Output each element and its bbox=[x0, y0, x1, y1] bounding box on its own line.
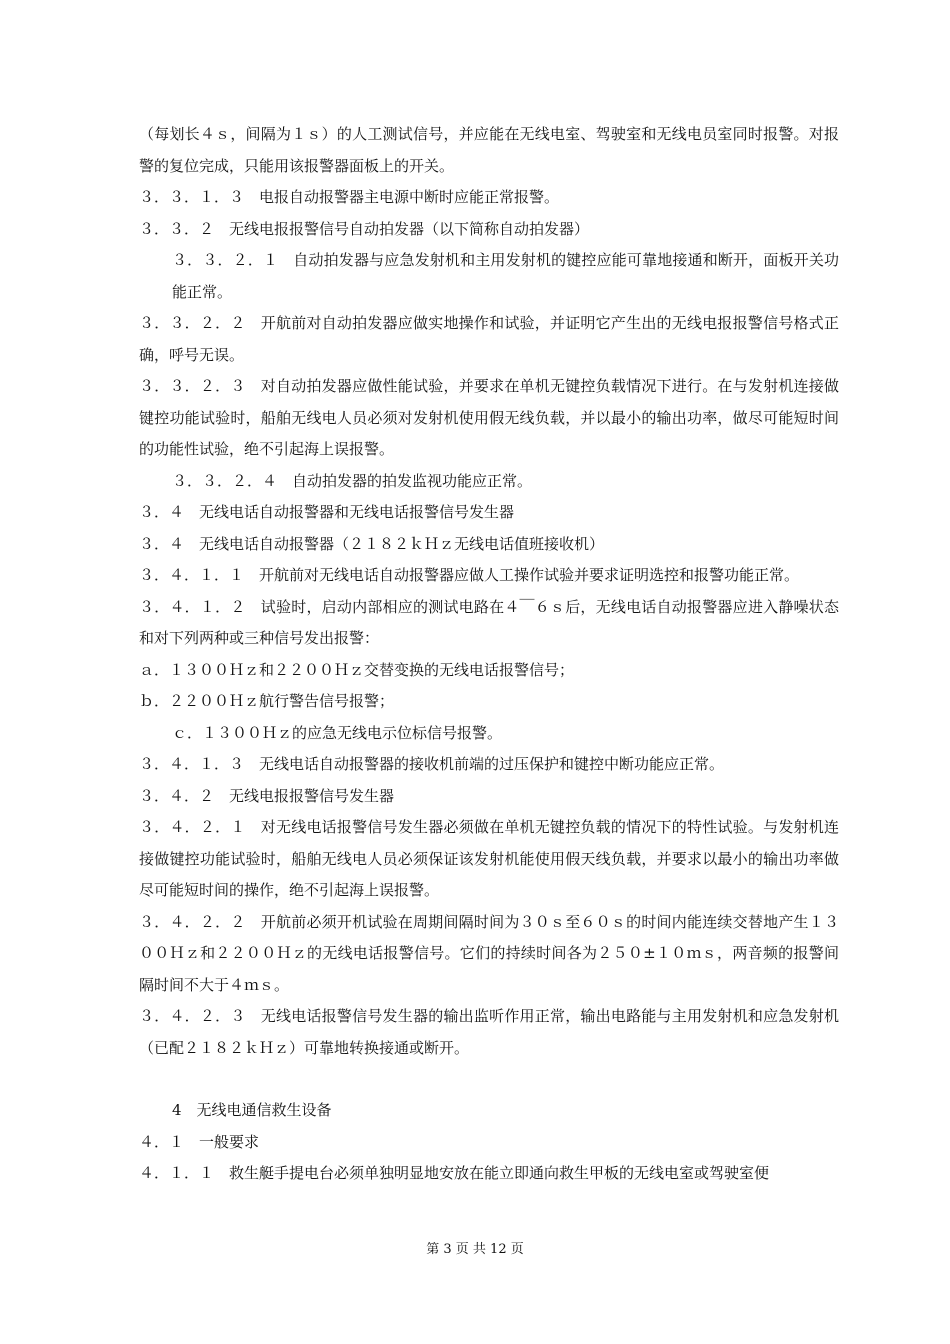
paragraph: ３．４．１．２ 试验时，启动内部相应的测试电路在４￣６ｓ后，无线电话自动报警器应进入静噪状态和对下列两种或三种信号发出报警： bbox=[139, 597, 839, 647]
document-body bbox=[139, 119, 839, 1190]
paragraph: ３．４．２．１ 对无线电话报警信号发生器必须做在单机无键控负载的情况下的特性试验。与发射机连接做键控功能试验时，船舶无线电人员必须保证该发射机能使用假天线负载，并要求以最小的输出功率做尽可能短时间的操作，绝不引起海上误报警。 bbox=[139, 818, 839, 899]
paragraph: ４．１ 一般要求 bbox=[139, 1132, 260, 1151]
paragraph: ３．４．１．３ 无线电话自动报警器的接收机前端的过压保护和键控中断功能应正常。 bbox=[139, 755, 725, 773]
paragraph: ３．４．１．１ 开航前对无线电话自动报警器应做人工操作试验并要求证明选控和报警功能正常。 bbox=[139, 566, 800, 584]
list-item: ａ．１３００Ｈｚ和２２００Ｈｚ交替变换的无线电话报警信号； bbox=[139, 660, 575, 679]
list-item: ｂ．２２００Ｈｚ航行警告信号报警； bbox=[139, 692, 395, 710]
page-footer: 第 3 页 共 12 页 bbox=[426, 1242, 524, 1257]
paragraph: ３．４ 无线电话自动报警器和无线电话报警信号发生器 bbox=[139, 503, 515, 521]
list-item: ｃ．１３００Ｈｚ的应急无线电示位标信号报警。 bbox=[172, 723, 503, 742]
paragraph: ３．３．２ 无线电报报警信号自动拍发器（以下简称自动拍发器） bbox=[139, 219, 590, 238]
paragraph: ３．４．２．３ 无线电话报警信号发生器的输出监听作用正常，输出电路能与主用发射机和应急发射机（已配２１８２ｋＨｚ）可靠地转换接通或断开。 bbox=[139, 1007, 839, 1057]
paragraph: ３．３．２．２ 开航前对自动拍发器应做实地操作和试验，并证明它产生出的无线电报报警信号格式正确，呼号无误。 bbox=[139, 314, 839, 364]
paragraph: ３．３．２．１ 自动拍发器与应急发射机和主用发射机的键控应能可靠地接通和断开，面板开关功能正常。 bbox=[172, 251, 839, 301]
paragraph: （每划长４ｓ，间隔为１ｓ）的人工测试信号，并应能在无线电室、驾驶室和无线电员室同时报警。对报警的复位完成，只能用该报警器面板上的开关。 bbox=[139, 125, 839, 175]
paragraph: ３．４ 无线电话自动报警器（２１８２ｋＨｚ无线电话值班接收机） bbox=[139, 534, 605, 553]
section-heading: 4 无线电通信救生设备 bbox=[172, 1101, 332, 1119]
paragraph: ３．４．２．２ 开航前必须开机试验在周期间隔时间为３０ｓ至６０ｓ的时间内能连续交替地产生１３００Ｈｚ和２２００Ｈｚ的无线电话报警信号。它们的持续时间各为２５０±１０ｍｓ，两音频的报警间隔时间不大于４ｍｓ。 bbox=[139, 912, 839, 994]
paragraph: ３．３．１．３ 电报自动报警器主电源中断时应能正常报警。 bbox=[139, 188, 560, 206]
blank-line bbox=[139, 1064, 839, 1095]
paragraph: ３．３．２．４ 自动拍发器的拍发监视功能应正常。 bbox=[172, 471, 533, 490]
paragraph: ３．３．２．３ 对自动拍发器应做性能试验，并要求在单机无键控负载情况下进行。在与发射机连接做键控功能试验时，船舶无线电人员必须对发射机使用假无线负载，并以最小的输出功率，做尽可能短时间的功能性试验，绝不引起海上误报警。 bbox=[139, 377, 839, 458]
paragraph: ４．１．１ 救生艇手提电台必须单独明显地安放在能立即通向救生甲板的无线电室或驾驶室便 bbox=[139, 1164, 770, 1182]
paragraph: ３．４．２ 无线电报报警信号发生器 bbox=[139, 786, 395, 805]
